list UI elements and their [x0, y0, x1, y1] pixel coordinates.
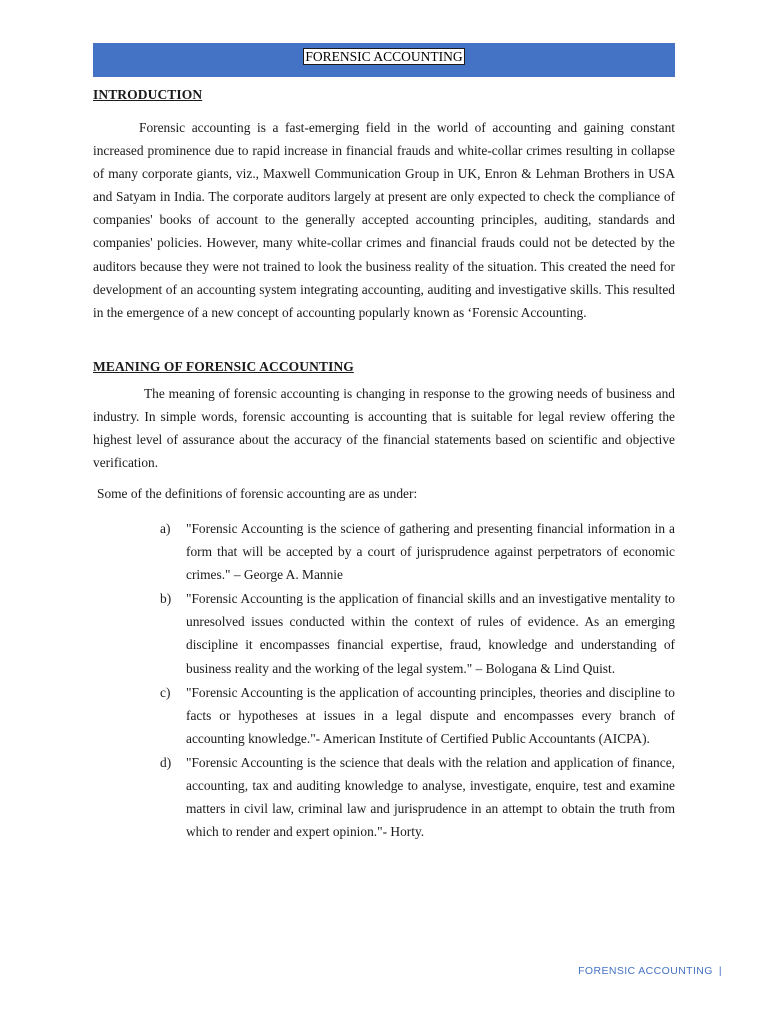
list-marker: c) — [160, 684, 171, 700]
list-item — [160, 751, 675, 843]
list-marker: a) — [160, 521, 171, 536]
introduction-heading: INTRODUCTION — [93, 87, 203, 102]
document-title: FORENSIC ACCOUNTING — [305, 49, 463, 64]
definition-text: "Forensic Accounting is the application of financial skills and an investigative mentality to unresolved issues conducted within the context of rules of evidence. As an emerging discipline it encompasses financial expertise, fraud, knowledge and understanding of business reality and the working of the legal system." – Bologana & Lind Quist. — [186, 591, 675, 676]
footer-separator: | — [718, 965, 722, 977]
meaning-heading: MEANING OF FORENSIC ACCOUNTING — [93, 359, 354, 374]
introduction-paragraph: Forensic accounting is a fast-emerging field in the world of accounting and gaining constant increased prominence due to rapid increase in financial frauds and white-collar crimes resulting in collapse of many corporate giants, viz., Maxwell Communication Group in UK, Enron & Lehman Brothers in USA and Satyam in India. The corporate auditors largely at present are only expected to check the compliance of companies' books of account to the generally accepted accounting principles, auditing, standards and companies' policies. However, many white-collar crimes and financial frauds could not be detected by the auditors because they were not trained to look the business reality of the situation. This created the need for development of an accounting system integrating accounting, auditing and investigative skills. This resulted in the emergence of a new concept of accounting popularly known as ‘Forensic Accounting. — [93, 120, 675, 320]
definition-text: "Forensic Accounting is the application of accounting principles, theories and discipline to facts or hypotheses at issues in a legal dispute and encompasses every branch of accounting knowledge."- American Institute of Certified Public Accountants (AICPA). — [186, 684, 675, 746]
page-footer — [578, 965, 722, 977]
definition-text: "Forensic Accounting is the science that deals with the relation and application of finance, accounting, tax and auditing knowledge to analyse, investigate, enquire, test and examine matters in civil law, criminal law and jurisprudence in an attempt to obtain the truth from which to render and expert opinion."- Horty. — [186, 754, 675, 840]
document-title-wrap — [93, 48, 675, 66]
list-marker: d) — [160, 754, 172, 770]
definitions-intro: Some of the definitions of forensic accounting are as under: — [97, 486, 418, 501]
list-item — [160, 681, 675, 750]
list-item — [160, 517, 675, 586]
footer-label: FORENSIC ACCOUNTING — [578, 965, 713, 977]
list-marker: b) — [160, 591, 172, 607]
definition-text: "Forensic Accounting is the science of gathering and presenting financial information in a form that will be accepted by a court of jurisprudence against perpetrators of economic crimes." – George A. Mannie — [186, 521, 675, 583]
title-banner — [93, 43, 675, 77]
list-item — [160, 587, 675, 679]
definitions-list — [160, 517, 675, 844]
meaning-paragraph: The meaning of forensic accounting is changing in response to the growing needs of business and industry. In simple words, forensic accounting is accounting that is suitable for legal review offering the highest level of assurance about the accuracy of the financial statements based on scientific and objective verification. — [93, 386, 675, 471]
